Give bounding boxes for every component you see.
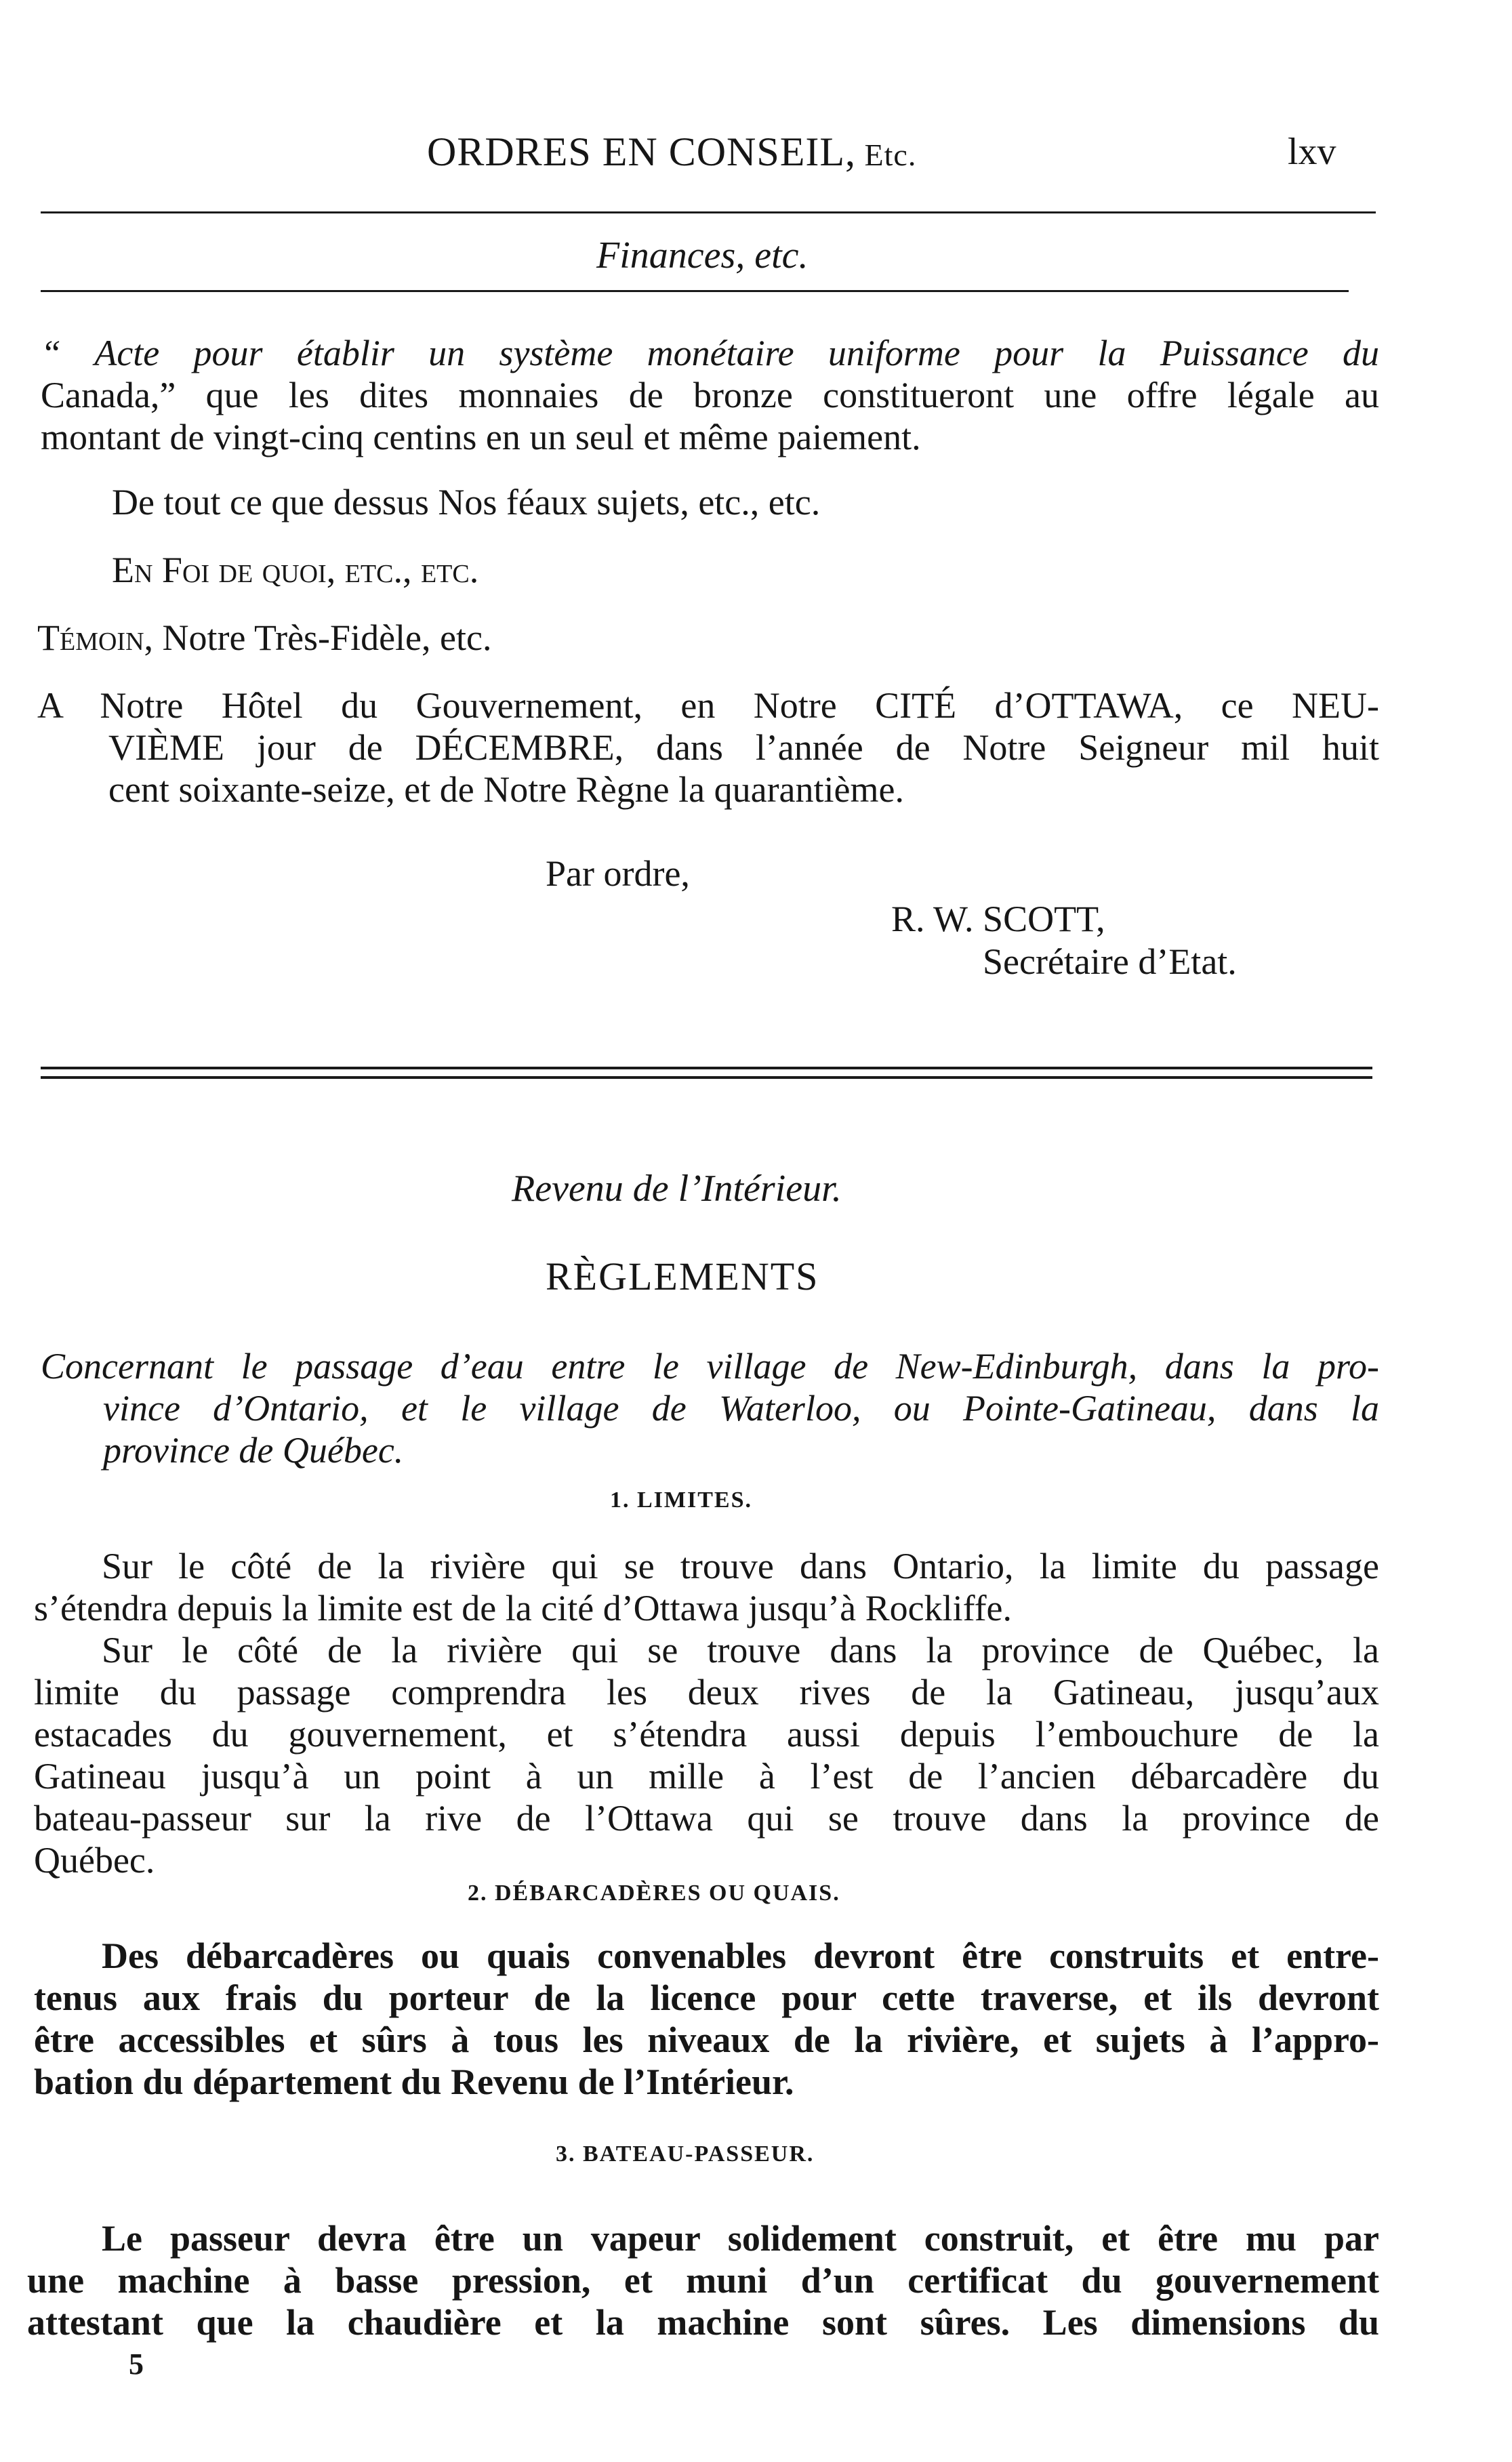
quais-line-1: Des débarcadères ou quais convenables devront être construits et entre- [102, 1935, 1379, 1976]
subheading-bateau: 3. BATEAU-PASSEUR. [556, 2141, 815, 2167]
line-dessus: De tout ce que dessus Nos féaux sujets, etc., etc. [112, 482, 821, 522]
para1-line-3: montant de vingt-cinq centins en un seul et même paiement. [41, 417, 921, 457]
line-temoin: Témoin, Notre Très-Fidèle, etc. [37, 617, 492, 658]
section-title-rule [41, 290, 1349, 292]
double-rule-bottom [41, 1076, 1372, 1079]
limites-p2-line-4: Gatineau jusqu’à un point à un mille à l’est de l’ancien débarcadère du [34, 1756, 1379, 1797]
limites-p1-line-2: s’étendra depuis la limite est de la cité d’Ottawa jusqu’à Rockliffe. [34, 1588, 1013, 1628]
line-en-foi: En Foi de quoi, etc., etc. [112, 550, 479, 590]
subtitle-line-2: vince d’Ontario, et le village de Waterloo, ou Pointe-Gatineau, dans la [103, 1388, 1379, 1429]
para1-line-1: “ Acte pour établir un système monétaire uniforme pour la Puissance du [41, 333, 1379, 373]
signature-name: R. W. SCOTT, [891, 899, 1105, 939]
quais-line-3: être accessibles et sûrs à tous les niveaux de la rivière, et sujets à l’appro- [34, 2019, 1379, 2060]
page-number: lxv [1288, 131, 1336, 173]
double-rule-top [41, 1067, 1372, 1069]
header-title: ORDRES EN CONSEIL, [427, 129, 857, 174]
par-ordre: Par ordre, [546, 853, 690, 894]
para1-line-2: Canada,” que les dites monnaies de bronze constitueront une offre légale au [41, 375, 1379, 415]
bateau-line-1: Le passeur devra être un vapeur solidement construit, et être mu par [102, 2218, 1379, 2259]
bateau-line-2: une machine à basse pression, et muni d’un certificat du gouvernement [27, 2260, 1379, 2301]
limites-p2-line-5: bateau-passeur sur la rive de l’Ottawa qui se trouve dans la province de [34, 1798, 1379, 1839]
subheading-quais: 2. DÉBARCADÈRES OU QUAIS. [468, 1881, 840, 1906]
header-title-etc: Etc. [856, 138, 917, 172]
running-header [427, 129, 916, 176]
subheading-limites: 1. LIMITES. [610, 1488, 752, 1513]
hotel-line-2: VIÈME jour de DÉCEMBRE, dans l’année de Notre Seigneur mil huit [108, 727, 1379, 768]
signature-title: Secrétaire d’Etat. [983, 941, 1237, 982]
section-title-finances: Finances, etc. [596, 234, 809, 276]
header-rule [41, 211, 1376, 213]
hotel-line-1: A Notre Hôtel du Gouvernement, en Notre CITÉ d’OTTAWA, ce NEU- [37, 685, 1379, 726]
section-title-revenu: Revenu de l’Intérieur. [512, 1168, 842, 1210]
quais-line-4: bation du département du Revenu de l’Intérieur. [34, 2061, 794, 2102]
signature-mark: 5 [129, 2347, 144, 2381]
limites-p2-line-3: estacades du gouvernement, et s’étendra aussi depuis l’embouchure de la [34, 1714, 1379, 1755]
limites-p2-line-6: Québec. [34, 1840, 155, 1881]
limites-p1-line-1: Sur le côté de la rivière qui se trouve dans Ontario, la limite du passage [102, 1546, 1379, 1586]
quais-line-2: tenus aux frais du porteur de la licence pour cette traverse, et ils devront [34, 1977, 1379, 2018]
subtitle-line-1: Concernant le passage d’eau entre le village de New-Edinburgh, dans la pro- [41, 1346, 1379, 1387]
limites-p2-line-2: limite du passage comprendra les deux rives de la Gatineau, jusqu’aux [34, 1672, 1379, 1712]
hotel-line-3: cent soixante-seize, et de Notre Règne la quarantième. [108, 769, 904, 810]
limites-p2-line-1: Sur le côté de la rivière qui se trouve dans la province de Québec, la [102, 1630, 1379, 1670]
heading-reglements: RÈGLEMENTS [546, 1254, 819, 1298]
subtitle-line-3: province de Québec. [103, 1430, 404, 1471]
bateau-line-3: attestant que la chaudière et la machine sont sûres. Les dimensions du [27, 2302, 1379, 2343]
